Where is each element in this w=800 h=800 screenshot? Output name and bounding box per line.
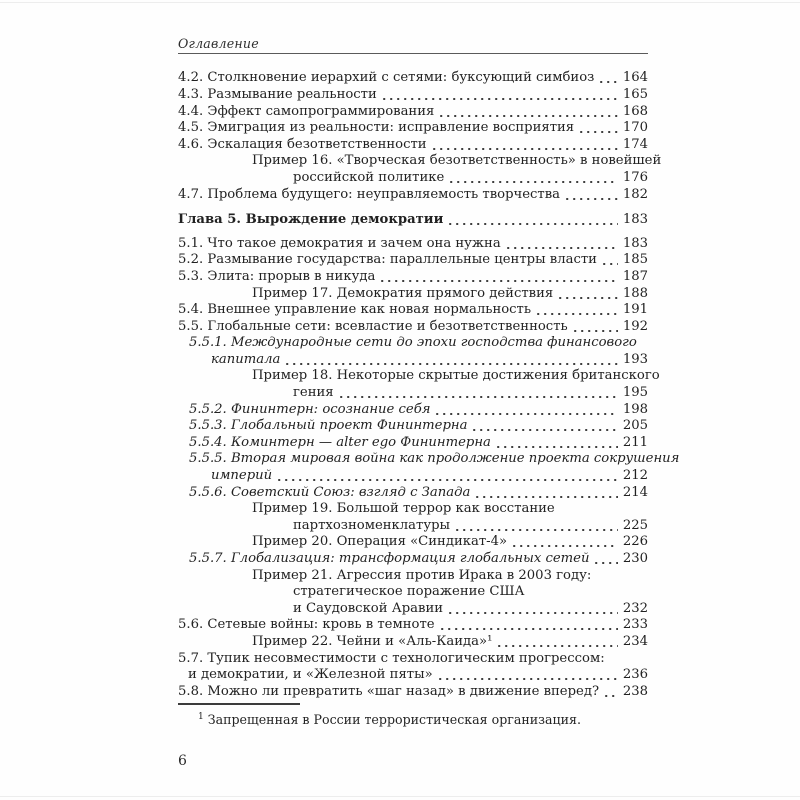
toc-entry-title: 5.5.3. Глобальный проект Фининтерна <box>189 418 468 434</box>
toc-entry-line <box>178 634 648 651</box>
toc-entry-title: Пример 18. Некоторые скрытые достижения британского <box>252 368 660 384</box>
toc-entry-line <box>178 236 648 253</box>
toc-entry-line <box>178 70 648 87</box>
toc-entry-title: Пример 22. Чейни и «Аль-Каида»¹ <box>252 633 493 649</box>
toc-page-number: 193 <box>622 351 648 367</box>
toc-entry <box>178 568 648 618</box>
toc-entry-line <box>178 584 648 601</box>
toc-entry-title: Глава 5. Вырождение демократии <box>178 212 444 228</box>
toc-page-number: 188 <box>622 285 648 301</box>
toc-entry <box>178 252 648 269</box>
footnote-text: Запрещенная в России террористическая организация. <box>207 711 581 727</box>
toc-leader-dots <box>435 402 618 419</box>
toc-list <box>178 70 680 700</box>
toc-leader-dots <box>277 468 618 485</box>
toc-entry-title: и Саудовской Аравии <box>293 600 444 616</box>
toc-leader-dots <box>438 667 618 684</box>
toc-entry-title: российской политике <box>293 169 445 185</box>
toc-leader-dots <box>558 286 618 303</box>
toc-page-number: 236 <box>622 667 648 683</box>
toc-entry-title: 4.2. Столкновение иерархий с сетями: буксующий симбиоз <box>178 70 595 86</box>
toc-entry <box>178 236 648 253</box>
toc-entry <box>178 212 648 229</box>
toc-entry-title: 5.4. Внешнее управление как новая нормальность <box>178 302 532 318</box>
toc-entry-title: 5.1. Что такое демократия и зачем она нужна <box>178 235 501 251</box>
toc-entry-title: 5.5.2. Фининтерн: осознание себя <box>189 401 431 417</box>
toc-entry-line <box>178 302 648 319</box>
page-header <box>178 36 648 54</box>
toc-entry-title: Пример 20. Операция «Синдикат-4» <box>252 534 508 550</box>
toc-entry-title: стратегическое поражение США <box>293 584 525 600</box>
toc-leader-dots <box>449 170 618 187</box>
toc-leader-dots <box>604 684 618 701</box>
toc-entry-line <box>178 335 648 352</box>
toc-page-number: 225 <box>622 517 648 533</box>
toc-leader-dots <box>506 236 618 253</box>
toc-entry-line <box>178 368 660 385</box>
toc-entry-title: Пример 19. Большой террор как восстание <box>252 501 555 517</box>
toc-entry-title: 5.7. Тупик несовместимости с технологическим прогрессом: <box>178 650 605 666</box>
toc-entry-line <box>178 518 648 535</box>
toc-entry-title: капитала <box>211 351 281 367</box>
toc-entry <box>178 435 648 452</box>
toc-entry-title: 4.3. Размывание реальности <box>178 86 377 102</box>
toc-entry-line <box>178 187 648 204</box>
toc-entry-title: Пример 16. «Творческая безответственность» в новейшей <box>252 153 662 169</box>
toc-page-number: 183 <box>622 235 648 251</box>
toc-entry <box>178 302 648 319</box>
toc-page-number: 176 <box>622 169 648 185</box>
toc-page-number: 182 <box>622 186 648 202</box>
footnote <box>178 710 648 728</box>
toc-entry <box>178 319 648 336</box>
toc-page-number: 174 <box>622 136 648 152</box>
toc-page-number: 238 <box>622 683 648 699</box>
toc-entry-line <box>178 170 648 187</box>
toc-entry-line <box>178 501 648 518</box>
toc-entry-line <box>178 104 648 121</box>
toc-leader-dots <box>439 104 618 121</box>
toc-entry-title: 5.6. Сетевые войны: кровь в темноте <box>178 617 435 633</box>
toc-entry <box>178 501 648 534</box>
toc-page-number: 230 <box>622 551 648 567</box>
toc-entry-line <box>178 418 648 435</box>
toc-entry <box>178 137 648 154</box>
toc-entry-line <box>178 385 648 402</box>
toc-leader-dots <box>599 70 618 87</box>
toc-entry-title: 5.2. Размывание государства: параллельные центры власти <box>178 252 597 268</box>
toc-entry-line <box>178 451 680 468</box>
toc-leader-dots <box>512 534 618 551</box>
toc-entry-line <box>178 601 648 618</box>
toc-entry-title: 4.6. Эскалация безответственности <box>178 136 427 152</box>
toc-entry-title: Пример 21. Агрессия против Ирака в 2003 году: <box>252 567 592 583</box>
toc-leader-dots <box>496 435 618 452</box>
toc-page-number: 170 <box>622 120 648 136</box>
toc-entry-title: 4.7. Проблема будущего: неуправляемость творчества <box>178 186 561 202</box>
toc-page-number: 198 <box>622 401 648 417</box>
toc-entry-title: 5.5.5. Вторая мировая война как продолжение проекта сокрушения <box>189 451 680 467</box>
toc-page-number: 195 <box>622 385 648 401</box>
toc-entry <box>178 534 648 551</box>
running-head: Оглавление <box>178 36 259 51</box>
toc-entry <box>178 187 648 204</box>
toc-entry-line <box>178 551 648 568</box>
toc-entry-line <box>178 319 648 336</box>
toc-entry-title: 5.8. Можно ли превратить «шаг назад» в движение вперед? <box>178 683 600 699</box>
toc-entry-title: 5.5.1. Международные сети до эпохи господства финансового <box>189 335 637 351</box>
toc-entry <box>178 451 680 484</box>
toc-entry-line <box>178 667 648 684</box>
toc-entry-line <box>178 269 648 286</box>
toc-leader-dots <box>536 302 618 319</box>
toc-entry <box>178 368 660 401</box>
toc-page-number: 233 <box>622 617 648 633</box>
toc-entry-line <box>178 212 648 229</box>
toc-page-number: 226 <box>622 534 648 550</box>
toc-entry <box>178 70 648 87</box>
page-content <box>178 36 680 769</box>
toc-leader-dots <box>382 87 618 104</box>
toc-entry-line <box>178 137 648 154</box>
toc-entry-line <box>178 684 648 701</box>
toc-entry <box>178 104 648 121</box>
toc-entry-line <box>178 153 662 170</box>
toc-entry <box>178 120 648 137</box>
toc-leader-dots <box>573 319 618 336</box>
toc-entry-title: 5.5.6. Советский Союз: взгляд с Запада <box>189 484 471 500</box>
toc-leader-dots <box>339 385 618 402</box>
toc-page-number: 165 <box>622 86 648 102</box>
toc-entry <box>178 651 648 684</box>
toc-leader-dots <box>440 617 618 634</box>
header-rule <box>178 53 648 54</box>
toc-page-number: 234 <box>622 633 648 649</box>
toc-entry-line <box>178 568 648 585</box>
toc-entry <box>178 551 648 568</box>
toc-entry-title: гения <box>293 385 334 401</box>
toc-entry-title: империй <box>211 468 273 484</box>
toc-entry <box>178 485 648 502</box>
toc-entry-title: Пример 17. Демократия прямого действия <box>252 285 554 301</box>
page-top-edge <box>0 2 800 3</box>
toc-entry-title: 4.4. Эффект самопрограммирования <box>178 103 435 119</box>
toc-entry-line <box>178 651 648 668</box>
toc-entry-line <box>178 252 648 269</box>
toc-page-number: 183 <box>622 212 648 228</box>
toc-leader-dots <box>285 352 618 369</box>
toc-leader-dots <box>602 252 618 269</box>
toc-entry <box>178 269 648 286</box>
toc-leader-dots <box>475 485 618 502</box>
toc-page-number: 187 <box>622 268 648 284</box>
toc-page-number: 211 <box>622 434 648 450</box>
toc-entry-line <box>178 286 648 303</box>
toc-entry-title: 5.5.7. Глобализация: трансформация глобальных сетей <box>189 551 590 567</box>
toc-entry-line <box>178 617 648 634</box>
toc-entry-title: партхозноменклатуры <box>293 517 451 533</box>
footnote-separator <box>178 703 300 704</box>
toc-leader-dots <box>472 418 618 435</box>
toc-entry-line <box>178 352 648 369</box>
toc-leader-dots <box>594 551 618 568</box>
toc-entry-line <box>178 120 648 137</box>
toc-page-number: 232 <box>622 600 648 616</box>
page-bottom-edge <box>0 796 800 797</box>
toc-entry <box>178 335 648 368</box>
toc-page-number: 205 <box>622 418 648 434</box>
toc-entry-title: 5.5.4. Коминтерн — alter ego Фининтерна <box>189 434 491 450</box>
toc-entry-title: и демократии, и «Железной пяты» <box>188 667 433 683</box>
toc-page-number: 192 <box>622 318 648 334</box>
toc-leader-dots <box>565 187 618 204</box>
toc-entry <box>178 286 648 303</box>
toc-leader-dots <box>448 212 618 229</box>
toc-entry <box>178 617 648 634</box>
toc-leader-dots <box>455 518 618 535</box>
toc-entry <box>178 684 648 701</box>
page-number: 6 <box>178 753 187 769</box>
toc-entry <box>178 87 648 104</box>
toc-entry-line <box>178 87 648 104</box>
toc-entry <box>178 402 648 419</box>
toc-leader-dots <box>380 269 618 286</box>
toc-entry-line <box>178 435 648 452</box>
toc-leader-dots <box>432 137 618 154</box>
toc-entry <box>178 634 648 651</box>
toc-leader-dots <box>579 120 618 137</box>
toc-page-number: 168 <box>622 103 648 119</box>
toc-page-number: 212 <box>622 468 648 484</box>
toc-entry <box>178 418 648 435</box>
toc-page-number: 214 <box>622 484 648 500</box>
toc-leader-dots <box>497 634 618 651</box>
footnote-marker: 1 <box>198 711 204 722</box>
toc-page-number: 191 <box>622 302 648 318</box>
toc-entry-line <box>178 468 648 485</box>
toc-entry-line <box>178 534 648 551</box>
toc-page-number: 164 <box>622 70 648 86</box>
toc-entry-title: 5.5. Глобальные сети: всевластие и безответственность <box>178 318 568 334</box>
toc-entry-title: 4.5. Эмиграция из реальности: исправление восприятия <box>178 120 575 136</box>
toc-entry <box>178 153 662 186</box>
toc-entry-line <box>178 402 648 419</box>
toc-page-number: 185 <box>622 252 648 268</box>
toc-entry-title: 5.3. Элита: прорыв в никуда <box>178 268 376 284</box>
toc-entry-line <box>178 485 648 502</box>
toc-leader-dots <box>448 601 618 618</box>
